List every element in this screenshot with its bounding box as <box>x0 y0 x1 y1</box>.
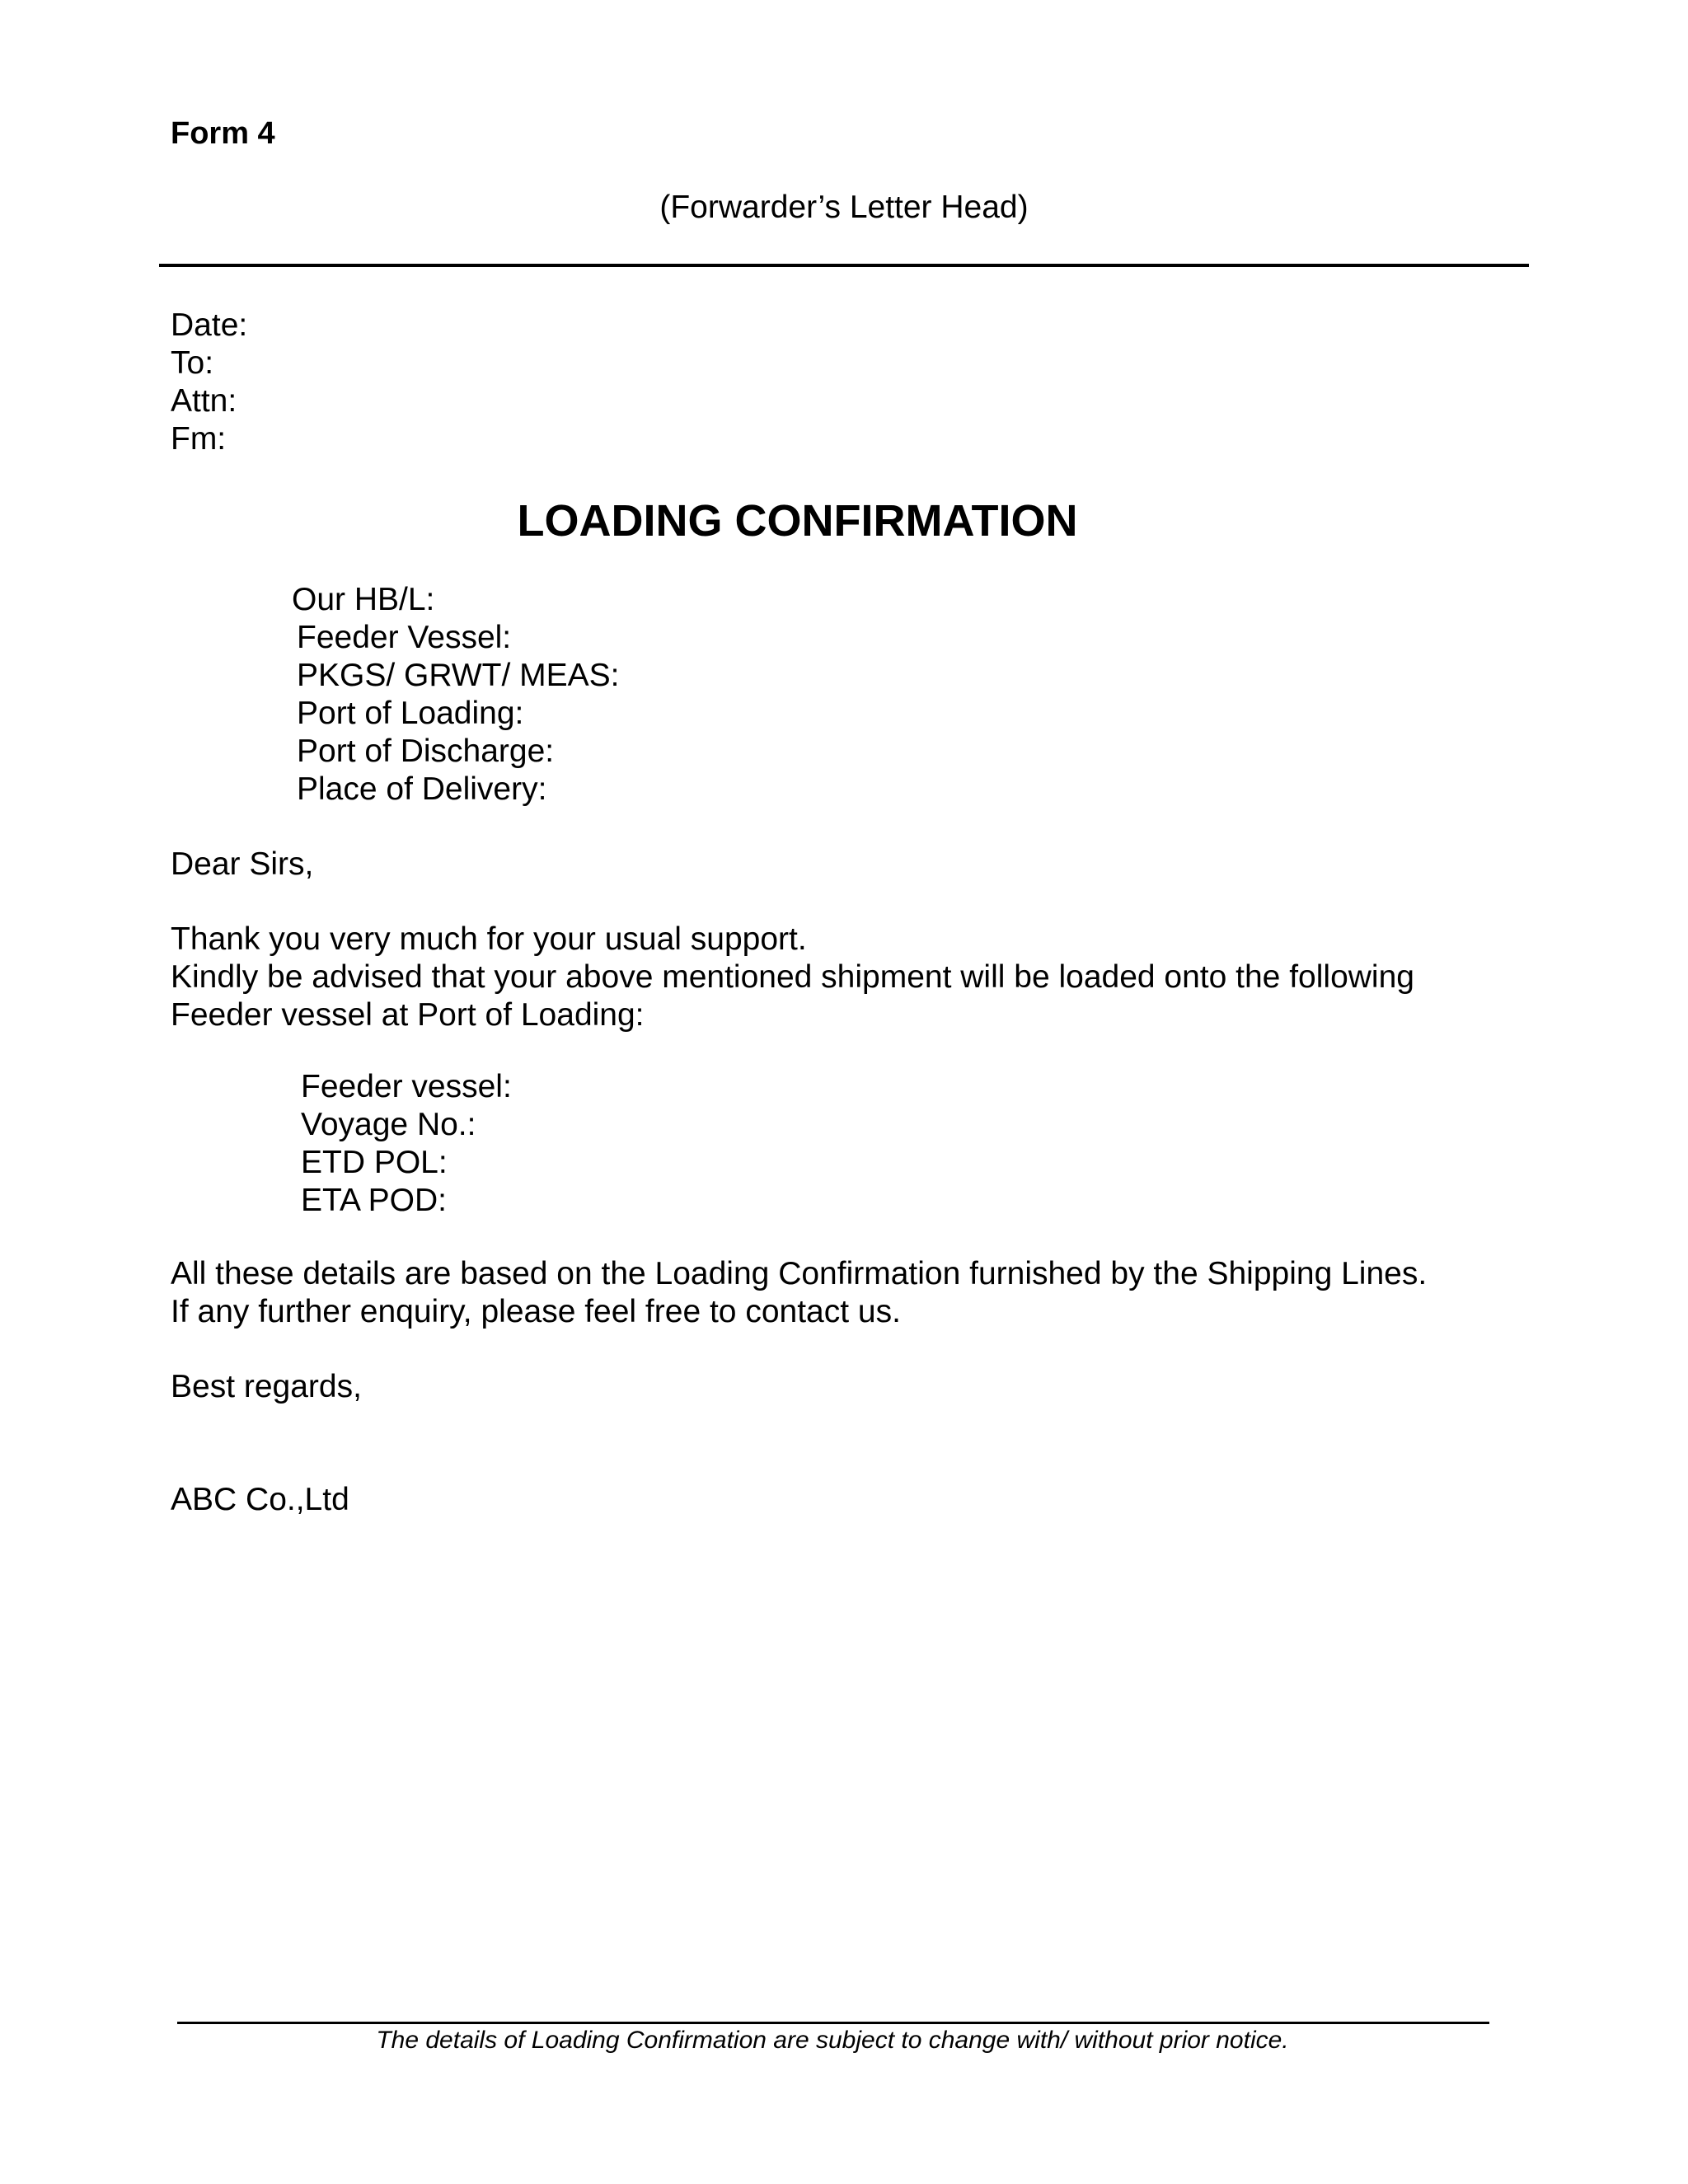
attn-field-label: Attn: <box>171 383 237 419</box>
notice-line: If any further enquiry, please feel free to contact us. <box>171 1294 901 1329</box>
date-field-label: Date: <box>171 307 248 343</box>
etd-pol-label: ETD POL: <box>301 1145 448 1180</box>
port-of-loading-field-label: Port of Loading: <box>297 696 524 731</box>
from-field-label: Fm: <box>171 421 227 457</box>
letterhead-placeholder: (Forwarder’s Letter Head) <box>659 190 1029 225</box>
body-paragraph <box>171 921 1414 1034</box>
feeder-vessel-field-label: Feeder Vessel: <box>297 620 512 655</box>
header-fields <box>171 307 247 458</box>
notice-paragraph <box>171 1255 1427 1331</box>
pkgs-grwt-meas-field-label: PKGS/ GRWT/ MEAS: <box>297 658 620 693</box>
closing: Best regards, <box>171 1369 362 1404</box>
eta-pod-label: ETA POD: <box>301 1183 447 1218</box>
to-field-label: To: <box>171 345 214 381</box>
header-divider <box>159 264 1529 267</box>
vessel-details-fields <box>301 1068 512 1220</box>
company-name: ABC Co.,Ltd <box>171 1482 349 1517</box>
footer-divider <box>177 2022 1489 2024</box>
body-line: Thank you very much for your usual support. <box>171 921 807 957</box>
hbl-field-label: Our HB/L: <box>292 582 435 617</box>
body-line: Feeder vessel at Port of Loading: <box>171 997 645 1033</box>
notice-line: All these details are based on the Loading Confirmation furnished by the Shipping Lines. <box>171 1256 1428 1291</box>
form-label: Form 4 <box>171 116 275 151</box>
port-of-discharge-field-label: Port of Discharge: <box>297 733 555 769</box>
salutation: Dear Sirs, <box>171 846 314 882</box>
document-title: LOADING CONFIRMATION <box>517 496 1078 546</box>
body-line: Kindly be advised that your above mentioned shipment will be loaded onto the following <box>171 959 1414 995</box>
voyage-no-label: Voyage No.: <box>301 1107 476 1142</box>
footer-note: The details of Loading Confirmation are subject to change with/ without prior notice. <box>376 2027 1289 2054</box>
feeder-vessel-detail-label: Feeder vessel: <box>301 1069 512 1104</box>
place-of-delivery-field-label: Place of Delivery: <box>297 771 547 807</box>
shipment-reference-fields <box>292 581 620 808</box>
